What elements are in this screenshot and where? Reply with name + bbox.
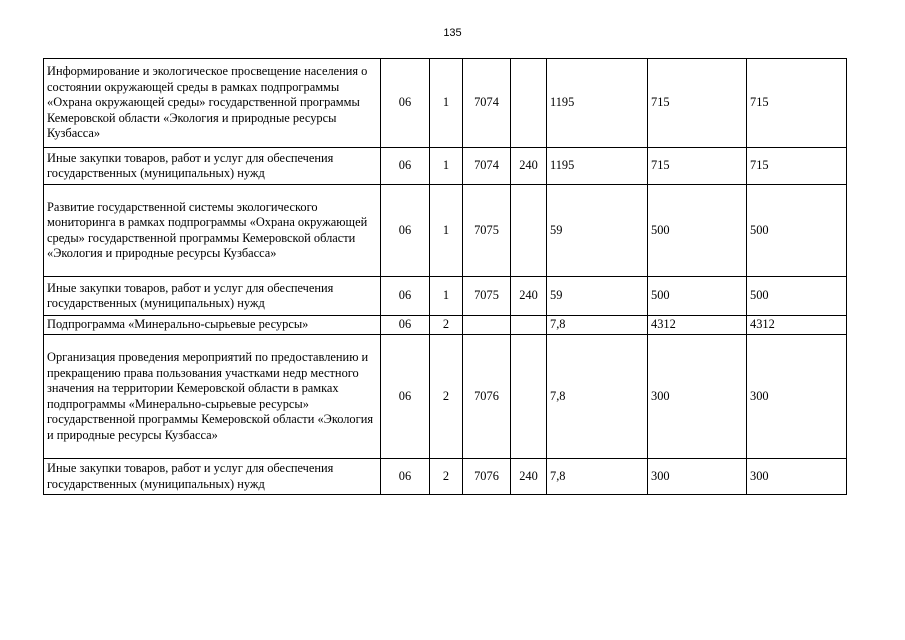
section-cell: 06: [381, 316, 430, 335]
year2-cell: 500: [648, 277, 747, 316]
year2-cell: 300: [648, 335, 747, 459]
year2-cell: 715: [648, 148, 747, 185]
row-name-cell: Подпрограмма «Минерально-сырьевые ресурсы»: [44, 316, 381, 335]
table-row: [44, 316, 847, 335]
subprogram-cell: 2: [430, 459, 463, 495]
row-name-cell: Иные закупки товаров, работ и услуг для обеспечения государственных (муниципальных) нужд: [44, 148, 381, 185]
expense-type-cell: [511, 185, 547, 277]
subprogram-cell: 2: [430, 335, 463, 459]
subprogram-cell: 1: [430, 59, 463, 148]
table-row: [44, 459, 847, 495]
item-cell: [463, 316, 511, 335]
budget-table: [43, 58, 847, 495]
year2-cell: 300: [648, 459, 747, 495]
year2-cell: 4312: [648, 316, 747, 335]
subprogram-cell: 1: [430, 148, 463, 185]
expense-type-cell: 240: [511, 459, 547, 495]
table-row: [44, 185, 847, 277]
table-row: [44, 148, 847, 185]
row-name-cell: Иные закупки товаров, работ и услуг для обеспечения государственных (муниципальных) нужд: [44, 277, 381, 316]
year1-cell: 1195: [547, 59, 648, 148]
year1-cell: 1195: [547, 148, 648, 185]
year1-cell: 7,8: [547, 335, 648, 459]
table-row: [44, 277, 847, 316]
item-cell: 7074: [463, 59, 511, 148]
subprogram-cell: 1: [430, 277, 463, 316]
row-name-cell: Развитие государственной системы экологического мониторинга в рамках подпрограммы «Охрана окружающей среды» государственной программы Кемеровской области «Экология и природные ресурсы Кузбасса»: [44, 185, 381, 277]
subprogram-cell: 2: [430, 316, 463, 335]
year1-cell: 59: [547, 277, 648, 316]
table-row: [44, 335, 847, 459]
year3-cell: 4312: [747, 316, 847, 335]
item-cell: 7075: [463, 185, 511, 277]
year3-cell: 715: [747, 148, 847, 185]
year3-cell: 300: [747, 459, 847, 495]
subprogram-cell: 1: [430, 185, 463, 277]
expense-type-cell: 240: [511, 148, 547, 185]
expense-type-cell: [511, 316, 547, 335]
row-name-cell: Иные закупки товаров, работ и услуг для обеспечения государственных (муниципальных) нужд: [44, 459, 381, 495]
expense-type-cell: [511, 59, 547, 148]
year3-cell: 500: [747, 277, 847, 316]
page-number: 135: [443, 27, 462, 39]
year2-cell: 500: [648, 185, 747, 277]
section-cell: 06: [381, 185, 430, 277]
year1-cell: 7,8: [547, 316, 648, 335]
section-cell: 06: [381, 277, 430, 316]
table-body: [44, 59, 847, 495]
year1-cell: 59: [547, 185, 648, 277]
table-row: [44, 59, 847, 148]
expense-type-cell: 240: [511, 277, 547, 316]
year3-cell: 300: [747, 335, 847, 459]
year2-cell: 715: [648, 59, 747, 148]
section-cell: 06: [381, 148, 430, 185]
section-cell: 06: [381, 59, 430, 148]
expense-type-cell: [511, 335, 547, 459]
item-cell: 7076: [463, 459, 511, 495]
item-cell: 7075: [463, 277, 511, 316]
section-cell: 06: [381, 459, 430, 495]
year1-cell: 7,8: [547, 459, 648, 495]
section-cell: 06: [381, 335, 430, 459]
item-cell: 7074: [463, 148, 511, 185]
year3-cell: 715: [747, 59, 847, 148]
year3-cell: 500: [747, 185, 847, 277]
row-name-cell: Организация проведения мероприятий по предоставлению и прекращению права пользования участками недр местного значения на территории Кемеровской области в рамках подпрограммы «Минерально-сырьевые ресурсы» государственной программы Кемеровской области «Экология и природные ресурсы Кузбасса»: [44, 335, 381, 459]
item-cell: 7076: [463, 335, 511, 459]
row-name-cell: Информирование и экологическое просвещение населения о состоянии окружающей среды в рамках подпрограммы «Охрана окружающей среды» государственной программы Кемеровской области «Экология и природные ресурсы Кузбасса»: [44, 59, 381, 148]
